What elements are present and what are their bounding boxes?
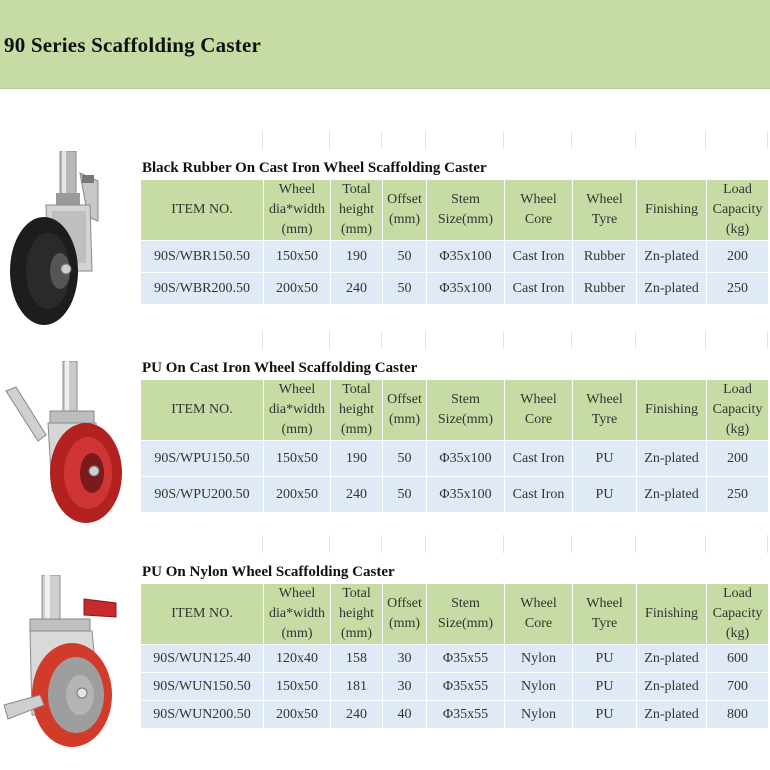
column-header-line: Size(mm)	[437, 212, 494, 227]
section-title: PU On Nylon Wheel Scaffolding Caster	[142, 564, 395, 580]
item-number-cell: 90S/WBR200.50	[141, 273, 264, 305]
column-header-line: Total	[342, 586, 371, 601]
column-header-line: Core	[524, 212, 553, 227]
table-cell: 700	[707, 673, 769, 701]
column-header-line: Tyre	[591, 212, 618, 227]
column-header	[427, 380, 505, 441]
table-cell: 190	[331, 241, 383, 273]
column-header	[505, 380, 573, 441]
table-header-row	[141, 584, 769, 645]
table-cell: 120x40	[264, 645, 331, 673]
column-header-line: Wheel	[278, 382, 316, 397]
table-row	[141, 477, 769, 513]
pu-cast-iron-caster-image	[0, 361, 130, 531]
column-header-line: Wheel	[278, 182, 316, 197]
column-header	[573, 584, 637, 645]
table-cell: 200	[707, 241, 769, 273]
column-header-line: Offset	[387, 596, 422, 611]
column-guide-tick	[381, 131, 382, 149]
table-cell: Zn-plated	[637, 441, 707, 477]
column-header-line: Wheel	[586, 596, 623, 611]
column-header-line: (kg)	[725, 626, 750, 641]
item-number-cell: 90S/WUN200.50	[141, 701, 264, 729]
column-header-line: Offset	[387, 192, 422, 207]
table-cell: Φ35x100	[427, 241, 505, 273]
column-header	[331, 180, 383, 241]
column-header	[707, 584, 769, 645]
column-header	[505, 584, 573, 645]
column-header-line: height	[339, 202, 374, 217]
item-number-cell: 90S/WBR150.50	[141, 241, 264, 273]
column-header	[141, 584, 264, 645]
column-guide-tick	[262, 131, 263, 149]
spec-table	[140, 583, 769, 729]
table-cell: Cast Iron	[505, 477, 573, 513]
table-cell: 200x50	[264, 273, 331, 305]
table-cell: 240	[331, 477, 383, 513]
table-cell: 30	[383, 645, 427, 673]
table-cell: 40	[383, 701, 427, 729]
column-guide-tick	[425, 131, 426, 149]
column-header-line: Wheel	[586, 192, 623, 207]
column-guide-tick	[329, 331, 330, 349]
column-header-line: Total	[342, 382, 371, 397]
table-cell: PU	[573, 645, 637, 673]
column-header	[573, 180, 637, 241]
column-header	[427, 180, 505, 241]
table-cell: Φ35x100	[427, 273, 505, 305]
column-header-line: Tyre	[591, 616, 618, 631]
column-guide-tick	[503, 131, 504, 149]
table-cell: 200x50	[264, 477, 331, 513]
item-number-cell: 90S/WPU200.50	[141, 477, 264, 513]
table-cell: 250	[707, 477, 769, 513]
table-row	[141, 701, 769, 729]
column-header-line: (mm)	[340, 222, 373, 237]
column-header-line: Wheel	[520, 192, 557, 207]
column-header-line: Finishing	[645, 202, 698, 217]
column-guide-tick	[329, 131, 330, 149]
column-guide-tick	[262, 535, 263, 553]
table-cell: 158	[331, 645, 383, 673]
column-guides	[140, 535, 770, 555]
table-row	[141, 645, 769, 673]
column-header-line: Capacity	[712, 202, 763, 217]
pu-nylon-caster-image	[0, 575, 135, 755]
column-header-line: dia*width	[269, 402, 325, 417]
column-header-line: ITEM NO.	[171, 606, 233, 621]
page-title: 90 Series Scaffolding Caster	[4, 33, 261, 57]
column-header	[427, 584, 505, 645]
table-cell: 190	[331, 441, 383, 477]
column-guide-tick	[503, 331, 504, 349]
table-cell: 181	[331, 673, 383, 701]
column-header-line: Wheel	[586, 392, 623, 407]
column-header-line: Capacity	[712, 606, 763, 621]
table-cell: 250	[707, 273, 769, 305]
table-cell: 50	[383, 441, 427, 477]
table-row	[141, 241, 769, 273]
black-rubber-caster-image	[0, 151, 130, 331]
table-row	[141, 273, 769, 305]
column-header-line: (kg)	[725, 222, 750, 237]
table-row	[141, 441, 769, 477]
table-cell: Nylon	[505, 673, 573, 701]
column-guide-tick	[381, 535, 382, 553]
column-header-line: Core	[524, 616, 553, 631]
table-cell: Zn-plated	[637, 673, 707, 701]
column-header-line: (mm)	[388, 616, 421, 631]
table-cell: Rubber	[573, 241, 637, 273]
column-header-line: dia*width	[269, 202, 325, 217]
column-header	[383, 380, 427, 441]
column-guide-tick	[635, 131, 636, 149]
item-number-cell: 90S/WUN150.50	[141, 673, 264, 701]
column-guides	[140, 331, 770, 351]
column-header	[637, 380, 707, 441]
column-header	[264, 584, 331, 645]
table-cell: PU	[573, 673, 637, 701]
table-cell: Φ35x55	[427, 701, 505, 729]
table-cell: 50	[383, 477, 427, 513]
column-guide-tick	[262, 331, 263, 349]
table-cell: 600	[707, 645, 769, 673]
column-guide-tick	[705, 535, 706, 553]
column-header-line: Tyre	[591, 412, 618, 427]
column-header	[383, 584, 427, 645]
column-header-line: (mm)	[281, 626, 313, 641]
column-guide-tick	[635, 331, 636, 349]
column-header-line: height	[339, 402, 374, 417]
column-header-line: Load	[723, 382, 752, 397]
table-header-row	[141, 380, 769, 441]
table-cell: Φ35x55	[427, 645, 505, 673]
table-cell: Cast Iron	[505, 273, 573, 305]
column-header-line: Stem	[451, 596, 480, 611]
column-header	[141, 180, 264, 241]
column-header-line: (kg)	[725, 422, 750, 437]
column-header	[573, 380, 637, 441]
column-guide-tick	[767, 331, 768, 349]
table-cell: Zn-plated	[637, 477, 707, 513]
table-cell: PU	[573, 477, 637, 513]
table-cell: 150x50	[264, 441, 331, 477]
column-header-line: Stem	[451, 392, 480, 407]
table-cell: Φ35x100	[427, 441, 505, 477]
column-header-line: (mm)	[281, 222, 313, 237]
table-cell: PU	[573, 441, 637, 477]
column-guide-tick	[503, 535, 504, 553]
column-header	[707, 180, 769, 241]
table-cell: Nylon	[505, 645, 573, 673]
column-header-line: Wheel	[520, 392, 557, 407]
column-guide-tick	[571, 131, 572, 149]
column-header-line: Core	[524, 412, 553, 427]
item-number-cell: 90S/WUN125.40	[141, 645, 264, 673]
table-cell: 30	[383, 673, 427, 701]
column-header	[331, 380, 383, 441]
table-cell: 150x50	[264, 241, 331, 273]
column-header	[331, 584, 383, 645]
table-cell: Nylon	[505, 701, 573, 729]
column-header-line: Total	[342, 182, 371, 197]
table-row	[141, 673, 769, 701]
column-guide-tick	[635, 535, 636, 553]
table-cell: 150x50	[264, 673, 331, 701]
column-header-line: (mm)	[388, 412, 421, 427]
column-header	[383, 180, 427, 241]
column-header-line: Offset	[387, 392, 422, 407]
column-guide-tick	[425, 535, 426, 553]
column-guide-tick	[329, 535, 330, 553]
table-cell: Rubber	[573, 273, 637, 305]
table-cell: 200	[707, 441, 769, 477]
column-header-line: height	[339, 606, 374, 621]
column-header-line: Load	[723, 182, 752, 197]
column-header-line: (mm)	[340, 626, 373, 641]
column-guide-tick	[571, 331, 572, 349]
column-guide-tick	[705, 131, 706, 149]
column-header-line: Size(mm)	[437, 616, 494, 631]
column-guide-tick	[705, 331, 706, 349]
column-guide-tick	[767, 535, 768, 553]
column-header-line: (mm)	[388, 212, 421, 227]
table-cell: 240	[331, 273, 383, 305]
column-header-line: dia*width	[269, 606, 325, 621]
table-cell: 200x50	[264, 701, 331, 729]
table-cell: Zn-plated	[637, 645, 707, 673]
table-cell: 800	[707, 701, 769, 729]
table-cell: Cast Iron	[505, 241, 573, 273]
column-header-line: Stem	[451, 192, 480, 207]
column-header-line: (mm)	[281, 422, 313, 437]
column-header-line: Load	[723, 586, 752, 601]
column-guide-tick	[425, 331, 426, 349]
column-header-line: Wheel	[520, 596, 557, 611]
column-header-line: Finishing	[645, 606, 698, 621]
table-cell: Cast Iron	[505, 441, 573, 477]
column-header-line: Capacity	[712, 402, 763, 417]
table-cell: Φ35x100	[427, 477, 505, 513]
spec-table	[140, 379, 769, 513]
table-cell: PU	[573, 701, 637, 729]
section-title: Black Rubber On Cast Iron Wheel Scaffolding Caster	[142, 160, 487, 176]
column-header	[264, 380, 331, 441]
table-cell: 50	[383, 241, 427, 273]
column-header	[264, 180, 331, 241]
column-header-line: (mm)	[340, 422, 373, 437]
column-guide-tick	[571, 535, 572, 553]
table-cell: 50	[383, 273, 427, 305]
item-number-cell: 90S/WPU150.50	[141, 441, 264, 477]
column-header-line: Wheel	[278, 586, 316, 601]
spec-table	[140, 179, 769, 305]
page-header	[0, 0, 770, 89]
column-header-line: ITEM NO.	[171, 202, 233, 217]
table-cell: Zn-plated	[637, 701, 707, 729]
column-header-line: Finishing	[645, 402, 698, 417]
column-guide-tick	[767, 131, 768, 149]
column-header	[505, 180, 573, 241]
column-header-line: Size(mm)	[437, 412, 494, 427]
column-header-line: ITEM NO.	[171, 402, 233, 417]
column-header	[637, 584, 707, 645]
column-header	[707, 380, 769, 441]
table-cell: Φ35x55	[427, 673, 505, 701]
column-guide-tick	[381, 331, 382, 349]
section-title: PU On Cast Iron Wheel Scaffolding Caster	[142, 360, 418, 376]
column-header	[141, 380, 264, 441]
column-header	[637, 180, 707, 241]
table-cell: Zn-plated	[637, 273, 707, 305]
column-guides	[140, 131, 770, 151]
table-cell: Zn-plated	[637, 241, 707, 273]
table-cell: 240	[331, 701, 383, 729]
table-header-row	[141, 180, 769, 241]
